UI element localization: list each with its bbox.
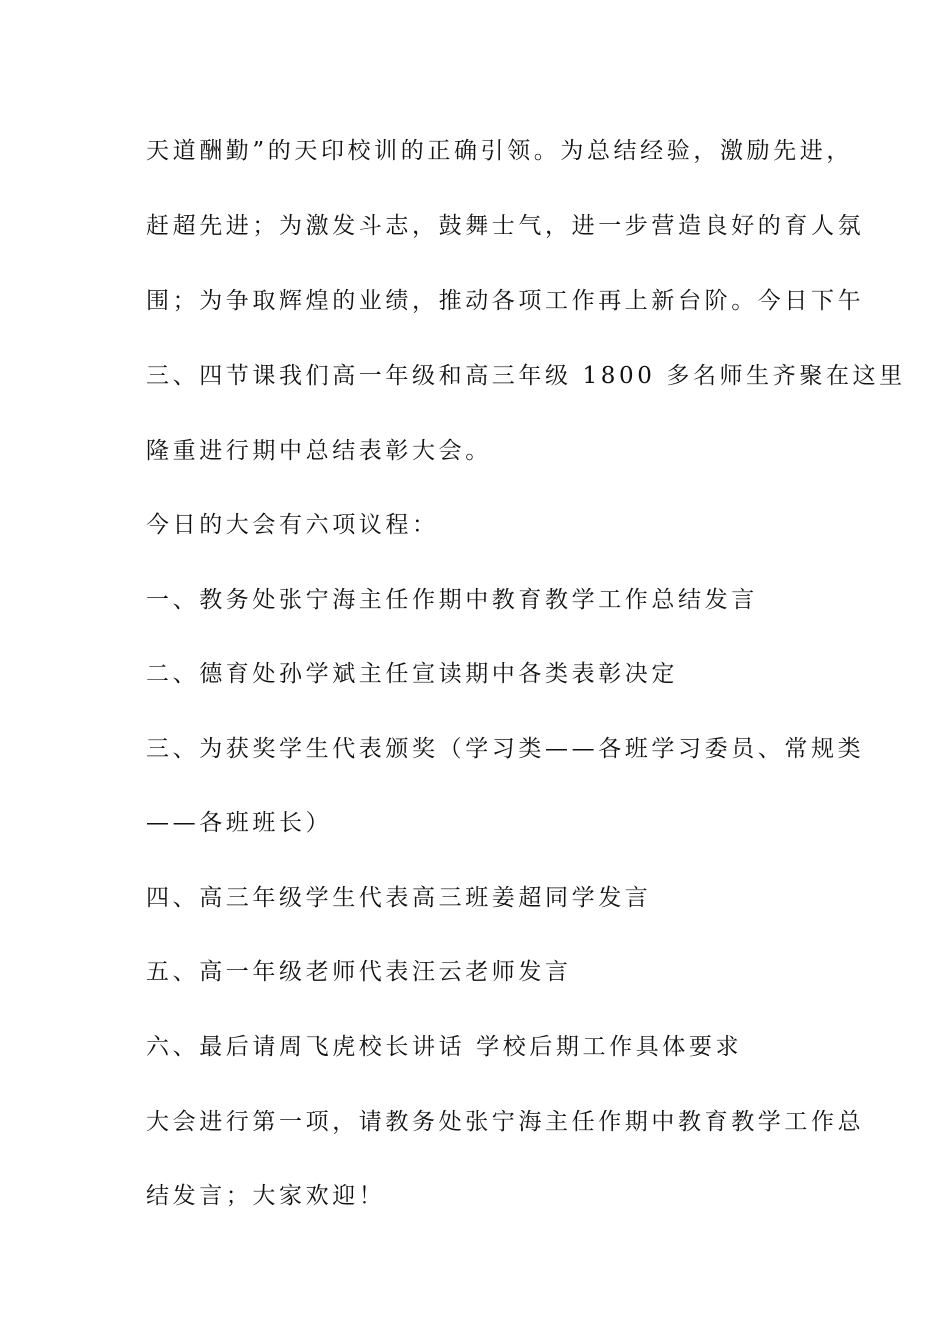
agenda-item: 三、为获奖学生代表颁奖（学习类——各班学习委员、常规类 (146, 736, 865, 762)
text-line: 隆重进行期中总结表彰大会。 (146, 438, 492, 464)
text-line: 赶超先进；为激发斗志，鼓舞士气，进一步营造良好的育人氛 (146, 213, 865, 239)
agenda-item: 四、高三年级学生代表高三班姜超同学发言 (146, 885, 652, 911)
text-line: 三、四节课我们高一年级和高三年级 1800 多名师生齐聚在这里 (146, 363, 906, 389)
text-line: 天道酬勤”的天印校训的正确引领。为总结经验，激励先进， (146, 138, 853, 164)
agenda-item: 一、教务处张宁海主任作期中教育教学工作总结发言 (146, 587, 758, 613)
agenda-item: 五、高一年级老师代表汪云老师发言 (146, 959, 572, 985)
agenda-item-continuation: ——各班班长） (146, 810, 333, 836)
text-line: 结发言；大家欢迎！ (146, 1183, 386, 1209)
text-line: 围；为争取辉煌的业绩，推动各项工作再上新台阶。今日下午 (146, 288, 865, 314)
text-line: 今日的大会有六项议程： (146, 512, 439, 538)
agenda-item: 二、德育处孙学斌主任宣读期中各类表彰决定 (146, 661, 678, 687)
text-line: 大会进行第一项，请教务处张宁海主任作期中教育教学工作总 (146, 1109, 865, 1135)
agenda-item: 六、最后请周飞虎校长讲话 学校后期工作具体要求 (146, 1034, 743, 1060)
